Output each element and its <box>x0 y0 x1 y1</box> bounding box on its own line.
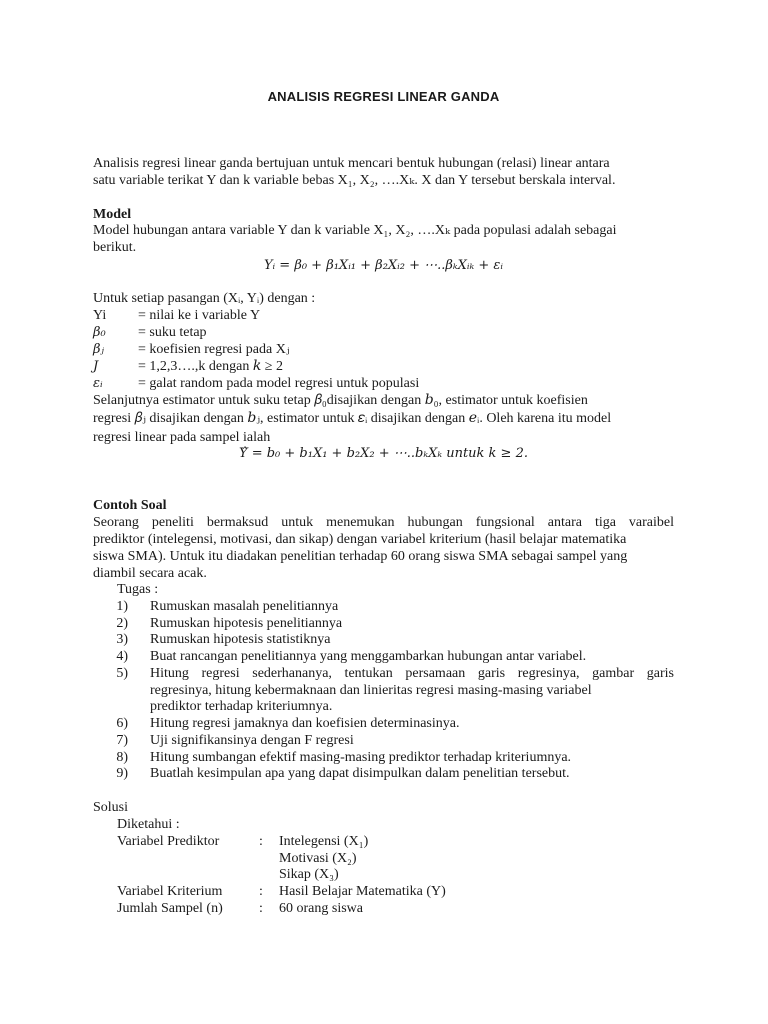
pairs-intro: Untuk setiap pasangan (Xᵢ, Yᵢ) dengan : <box>93 291 316 306</box>
given-row <box>117 866 339 883</box>
task-text: Rumuskan hipotesis statistiknya <box>150 632 331 647</box>
contoh-line-2: prediktor (intelegensi, motivasi, dan sikap) dengan variabel kriterium (hasil belajar matematika <box>93 532 627 547</box>
task-continuation: prediktor terhadap kriteriumnya. <box>150 699 333 714</box>
estimator-line-1: Selanjutnya estimator untuk suku tetap 𝛽₀disajikan dengan 𝑏₀, estimator untuk koefisien <box>93 393 588 408</box>
definition-desc: = koefisien regresi pada Xⱼ <box>138 342 290 357</box>
contoh-line-1: Seorang peneliti bermaksud untuk menemukan hubungan fungsional antara tiga varaibel <box>93 515 674 530</box>
given-colon: : <box>259 884 263 899</box>
task-number: 7) <box>116 733 128 748</box>
given-value: Sikap (X₃) <box>279 867 339 882</box>
task-text: Rumuskan hipotesis penelitiannya <box>150 616 343 631</box>
given-row <box>117 850 357 867</box>
contoh-line-3: siswa SMA). Untuk itu diadakan penelitian terhadap 60 orang siswa SMA sebagai sampel yang <box>93 549 628 564</box>
task-item <box>93 598 338 615</box>
task-number: 9) <box>116 766 128 781</box>
task-text: Hitung regresi sederhananya, tentukan persamaan garis regresinya, gambar garis <box>150 666 674 681</box>
task-item <box>93 732 354 749</box>
task-text: Hitung regresi jamaknya dan koefisien determinasinya. <box>150 716 460 731</box>
definition-row <box>93 358 283 375</box>
task-item <box>93 615 342 632</box>
given-label: Jumlah Sampel (n) <box>117 901 223 916</box>
definition-desc: = nilai ke i variable Y <box>138 308 261 323</box>
definition-symbol: 𝜀ᵢ <box>93 376 103 391</box>
task-number: 4) <box>116 649 128 664</box>
model-heading: Model <box>93 207 132 222</box>
given-value: Motivasi (X₂) <box>279 851 357 866</box>
definition-symbol: Yi <box>93 308 107 323</box>
task-text: Buatlah kesimpulan apa yang dapat disimpulkan dalam penelitian tersebut. <box>150 766 570 781</box>
definition-row <box>93 341 290 358</box>
given-row <box>117 900 363 917</box>
given-value: 60 orang siswa <box>279 901 363 916</box>
task-item <box>93 631 330 648</box>
model-line-1: Model hubungan antara variable Y dan k variable X₁, X₂, ….Xₖ pada populasi adalah sebagai <box>93 223 617 238</box>
intro-line-1: Analisis regresi linear ganda bertujuan untuk mencari bentuk hubungan (relasi) linear antara <box>93 156 610 171</box>
task-text: Hitung sumbangan efektif masing-masing prediktor terhadap kriteriumnya. <box>150 750 572 765</box>
estimator-line-3: regresi linear pada sampel ialah <box>93 430 271 445</box>
given-colon: : <box>259 834 263 849</box>
task-text: Uji signifikansinya dengan F regresi <box>150 733 354 748</box>
task-number: 1) <box>116 599 128 614</box>
task-item <box>93 715 459 732</box>
definition-row <box>93 307 260 324</box>
task-number: 6) <box>116 716 128 731</box>
task-number: 5) <box>116 666 128 681</box>
task-item <box>93 665 674 682</box>
definition-symbol: 𝛽ⱼ <box>93 342 104 357</box>
given-row <box>117 833 368 850</box>
task-continuation: regresinya, hitung kebermaknaan dan linieritas regresi masing-masing variabel <box>150 683 592 698</box>
task-number: 2) <box>116 616 128 631</box>
given-label: Variabel Kriterium <box>117 884 223 899</box>
estimator-line-2: regresi 𝛽ⱼ disajikan dengan 𝑏ⱼ, estimator untuk 𝜀ᵢ disajikan dengan 𝑒ᵢ. Oleh karena itu model <box>93 411 612 426</box>
given-colon: : <box>259 901 263 916</box>
task-item <box>93 765 570 782</box>
definition-symbol: 𝛽₀ <box>93 325 106 340</box>
solusi-heading: Solusi <box>93 800 129 815</box>
intro-line-2: satu variable terikat Y dan k variable bebas X₁, X₂, ….Xₖ. X dan Y tersebut berskala interval. <box>93 173 616 188</box>
definition-desc: = galat random pada model regresi untuk populasi <box>138 376 420 391</box>
given-value: Hasil Belajar Matematika (Y) <box>279 884 446 899</box>
task-text: Buat rancangan penelitiannya yang menggambarkan hubungan antar variabel. <box>150 649 587 664</box>
given-row <box>117 883 446 900</box>
contoh-line-4: diambil secara acak. <box>93 566 207 581</box>
diketahui-label: Diketahui : <box>117 817 180 832</box>
task-text: Rumuskan masalah penelitiannya <box>150 599 339 614</box>
contoh-heading: Contoh Soal <box>93 498 167 513</box>
definition-desc: = 1,2,3….,k dengan 𝑘 ≥ 2 <box>138 359 283 374</box>
population-equation: 𝑌ᵢ = 𝛽₀ + 𝛽₁𝑋ᵢ₁ + 𝛽₂𝑋ᵢ₂ + ⋯..𝛽ₖ𝑋ᵢₖ + 𝜀ᵢ <box>263 258 504 273</box>
task-item <box>93 648 586 665</box>
definition-desc: = suku tetap <box>138 325 207 340</box>
given-value: Intelegensi (X₁) <box>279 834 369 849</box>
task-number: 8) <box>116 750 128 765</box>
definition-row <box>93 324 207 341</box>
definition-row <box>93 375 419 392</box>
given-label: Variabel Prediktor <box>117 834 220 849</box>
task-item <box>93 749 571 766</box>
tugas-label: Tugas : <box>117 582 159 597</box>
document-title: ANALISIS REGRESI LINEAR GANDA <box>267 89 500 104</box>
definition-symbol: 𝐽 <box>93 359 99 374</box>
task-number: 3) <box>116 632 128 647</box>
sample-equation: 𝑌̂ = 𝑏₀ + 𝑏₁𝑋₁ + 𝑏₂𝑋₂ + ⋯..𝑏ₖ𝑋ₖ untuk 𝑘 ≥ 2. <box>239 446 528 461</box>
model-line-2: berikut. <box>93 240 137 255</box>
